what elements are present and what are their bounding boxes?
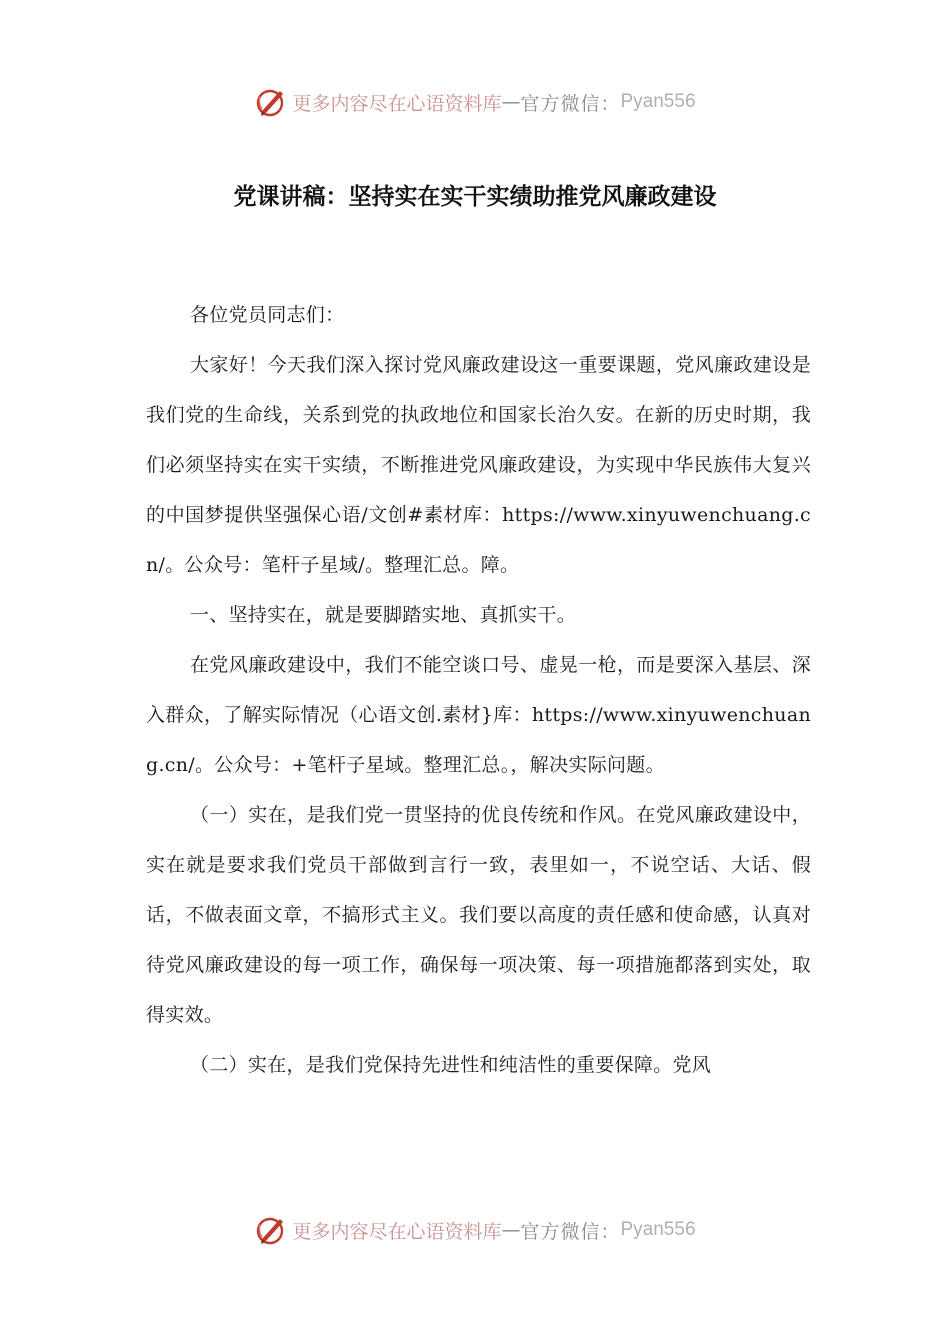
pen-logo-icon [254, 85, 288, 119]
footer-wechat-id: Pyan556 [620, 1219, 696, 1240]
header-banner [0, 82, 950, 122]
paragraph-subsection-2: （二）实在，是我们党保持先进性和纯洁性的重要保障。党风 [190, 1054, 712, 1076]
header-wechat-label: 官方微信： [520, 92, 621, 115]
paragraph-section-1: 在党风廉政建设中，我们不能空谈口号、虚晃一枪，而是要深入基层、深入群众，了解实际情况（心语文创.素材}库：https://www.xinyuwenchuang.cn/。公众号：+笔杆子星域。整理汇总。，解决实际问题。 [146, 654, 811, 776]
paragraph-subsection-1: （一）实在，是我们党一贯坚持的优良传统和作风。在党风廉政建设中，实在就是要求我们党员干部做到言行一致，表里如一，不说空话、大话、假话，不做表面文章，不搞形式主义。我们要以高度的责任感和使命感，认真对待党风廉政建设的每一项工作，确保每一项决策、每一项措施都落到实处，取得实效。 [146, 804, 811, 1026]
footer-wechat-label: 官方微信： [520, 1220, 621, 1243]
footer-banner [0, 1210, 950, 1250]
document-body [146, 290, 811, 1090]
footer-separator: — [501, 1219, 521, 1241]
footer-main-text: 更多内容尽在心语资料库 [292, 1220, 502, 1243]
header-main-text: 更多内容尽在心语资料库 [292, 92, 502, 115]
greeting: 各位党员同志们： [190, 304, 345, 326]
header-separator: — [501, 91, 521, 113]
pen-logo-icon [254, 1213, 288, 1247]
section-heading-1: 一、坚持实在，就是要脚踏实地、真抓实干。 [190, 604, 577, 626]
header-wechat-id: Pyan556 [620, 91, 696, 112]
document-title: 党课讲稿：坚持实在实干实绩助推党风廉政建设 [233, 184, 717, 210]
paragraph-intro: 大家好！今天我们深入探讨党风廉政建设这一重要课题，党风廉政建设是我们党的生命线，关系到党的执政地位和国家长治久安。在新的历史时期，我们必须坚持实在实干实绩，不断推进党风廉政建设，为实现中华民族伟大复兴的中国梦提供坚强保心语/文创#素材库：https://www.xinyuwenchuang.cn/。公众号：笔杆子星域/。整理汇总。障。 [146, 354, 811, 576]
